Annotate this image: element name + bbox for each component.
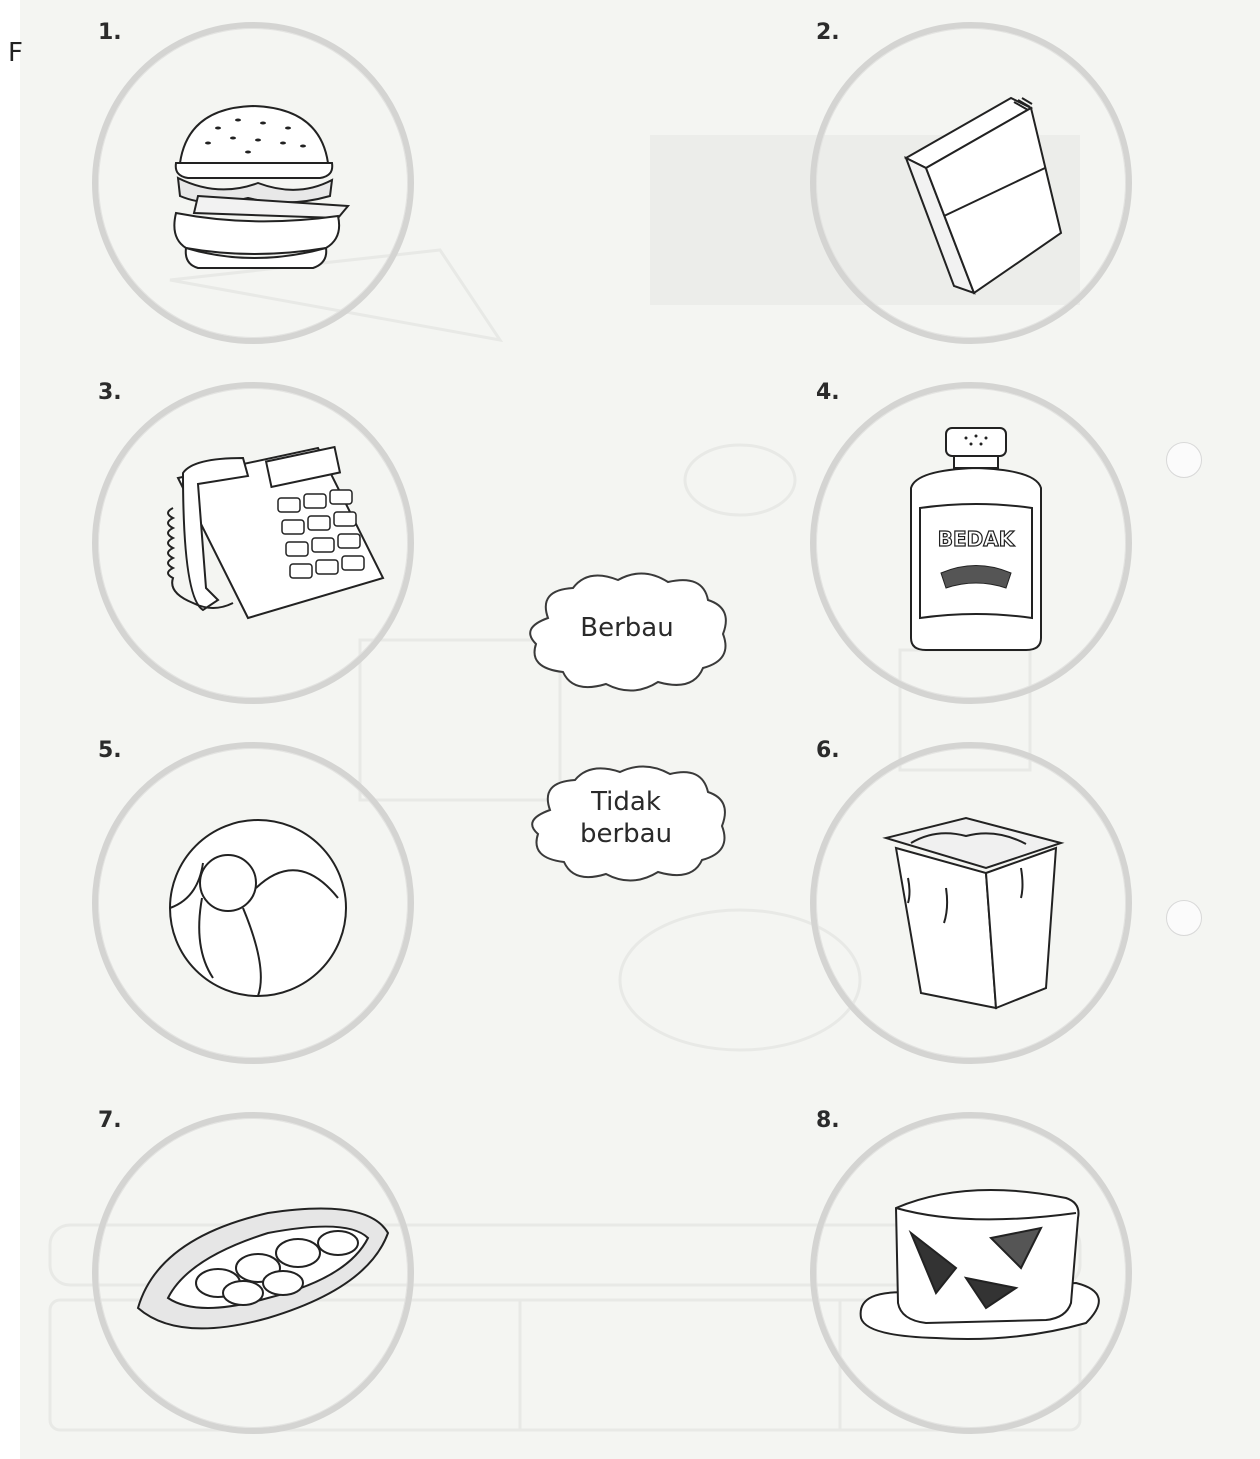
item-number: 2.	[816, 20, 840, 45]
burger-icon	[98, 28, 408, 338]
item-5-circle[interactable]	[92, 742, 414, 1064]
item-number: 5.	[98, 738, 122, 763]
svg-text:BEDAK: BEDAK	[937, 527, 1015, 551]
item-1-circle[interactable]	[92, 22, 414, 344]
item-number: 3.	[98, 380, 122, 405]
ice-cube-icon	[816, 1118, 1126, 1428]
cloud-smell-label: Berbau	[580, 613, 674, 643]
item-number: 1.	[98, 20, 122, 45]
item-6-circle[interactable]	[810, 742, 1132, 1064]
ball-icon	[98, 748, 408, 1058]
cloud-no-smell	[520, 762, 732, 886]
powder-bottle-icon	[816, 388, 1126, 698]
item-number: 4.	[816, 380, 840, 405]
item-8-circle[interactable]	[810, 1112, 1132, 1434]
cloud-no-smell-line2: berbau	[579, 819, 673, 849]
book-icon	[816, 28, 1126, 338]
telephone-icon	[98, 388, 408, 698]
item-4-circle[interactable]	[810, 382, 1132, 704]
cloud-smell	[518, 568, 736, 696]
durian-icon	[98, 1118, 408, 1428]
page-edge-letter: F	[8, 38, 23, 68]
item-7-circle[interactable]	[92, 1112, 414, 1434]
item-3-circle[interactable]	[92, 382, 414, 704]
trash-bin-icon	[816, 748, 1126, 1058]
binder-hole-top	[1166, 442, 1202, 478]
item-number: 8.	[816, 1108, 840, 1133]
worksheet-page	[8, 0, 1260, 1459]
cloud-no-smell-line1: Tidak	[591, 787, 661, 817]
item-2-circle[interactable]	[810, 22, 1132, 344]
item-number: 6.	[816, 738, 840, 763]
binder-hole-bottom	[1166, 900, 1202, 936]
item-number: 7.	[98, 1108, 122, 1133]
